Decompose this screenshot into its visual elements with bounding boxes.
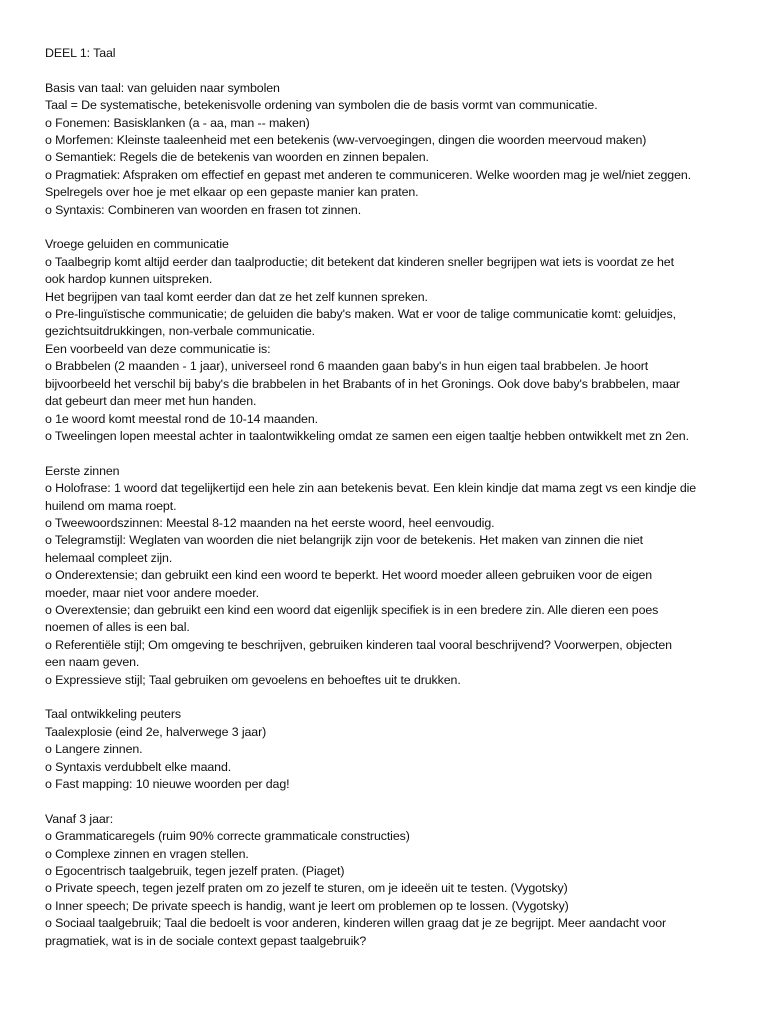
- list-item: o Grammaticaregels (ruim 90% correcte grammaticale constructies): [45, 829, 410, 844]
- list-item: o Private speech, tegen jezelf praten om zo jezelf te sturen, om je ideeën uit te testen. (Vygotsky): [45, 881, 568, 896]
- list-item: o Syntaxis: Combineren van woorden en frasen tot zinnen.: [45, 202, 362, 217]
- list-item: o Pre-linguïstische communicatie; de geluiden die baby's maken. Wat er voor de talige communicatie komt: geluidjes,: [45, 307, 676, 322]
- text-line: Het begrijpen van taal komt eerder dan dat ze het zelf kunnen spreken.: [45, 289, 428, 304]
- spacer: [45, 219, 735, 236]
- list-item: o Fonemen: Basisklanken (a - aa, man -- maken): [45, 115, 310, 130]
- list-item: o Inner speech; De private speech is handig, want je leert om problemen op te lossen. (Vygotsky): [45, 898, 569, 913]
- list-item: o Tweewoordszinnen: Meestal 8-12 maanden na het eerste woord, heel eenvoudig.: [45, 515, 495, 530]
- list-item: o Onderextensie; dan gebruikt een kind een woord te beperkt. Het woord moeder alleen gebruiken voor de eigen: [45, 568, 653, 583]
- text-line: pragmatiek, wat is in de sociale context gepast taalgebruik?: [45, 933, 367, 948]
- text-line: noemen of alles is een bal.: [45, 620, 190, 635]
- text-line: Taalexplosie (eind 2e, halverwege 3 jaar): [45, 724, 267, 739]
- text-line: dat gebeurt dan meer met hun handen.: [45, 394, 257, 409]
- section-taal-ontwikkeling-peuters: [45, 706, 735, 793]
- list-item: o Egocentrisch taalgebruik, tegen jezelf praten. (Piaget): [45, 864, 345, 879]
- section-heading: Eerste zinnen: [45, 463, 120, 478]
- text-line: Een voorbeeld van deze communicatie is:: [45, 341, 271, 356]
- list-item: o Pragmatiek: Afspraken om effectief en gepast met anderen te communiceren. Welke woorden mag je wel/niet zeggen.: [45, 167, 691, 182]
- text-line: huilend om mama roept.: [45, 498, 177, 513]
- list-item: o Brabbelen (2 maanden - 1 jaar), universeel rond 6 maanden gaan baby's in hun eigen taal brabbelen. Je hoort: [45, 359, 649, 374]
- section-heading: Basis van taal: van geluiden naar symbolen: [45, 80, 280, 95]
- list-item: o 1e woord komt meestal rond de 10-14 maanden.: [45, 411, 318, 426]
- section-heading: Vroege geluiden en communicatie: [45, 237, 229, 252]
- text-line: Taal = De systematische, betekenisvolle ordening van symbolen die de basis vormt van communicatie.: [45, 98, 598, 113]
- spacer: [45, 62, 735, 79]
- document-page: [45, 45, 735, 950]
- list-item: o Complexe zinnen en vragen stellen.: [45, 846, 249, 861]
- list-item: o Tweelingen lopen meestal achter in taalontwikkeling omdat ze samen een eigen taaltje hebben ontwikkelt met zn 2en.: [45, 428, 689, 443]
- spacer: [45, 689, 735, 706]
- list-item: o Semantiek: Regels die de betekenis van woorden en zinnen bepalen.: [45, 150, 429, 165]
- list-item: o Sociaal taalgebruik; Taal die bedoelt is voor anderen, kinderen willen graag dat je ze begrijpt. Meer aandacht voor: [45, 916, 667, 931]
- spacer: [45, 793, 735, 810]
- list-item: o Syntaxis verdubbelt elke maand.: [45, 759, 232, 774]
- text-line: bijvoorbeeld het verschil bij baby's die brabbelen in het Brabants of in het Gronings. Ook dove baby's brabbelen, maar: [45, 376, 680, 391]
- list-item: o Telegramstijl: Weglaten van woorden die niet belangrijk zijn voor de betekenis. Het maken van zinnen die niet: [45, 533, 644, 548]
- list-item: o Fast mapping: 10 nieuwe woorden per dag!: [45, 777, 290, 791]
- document-title: DEEL 1: Taal: [45, 46, 116, 60]
- section-heading: Taal ontwikkeling peuters: [45, 707, 181, 722]
- list-item: o Overextensie; dan gebruikt een kind een woord dat eigenlijk specifiek is in een bredere zin. Alle dieren een poes: [45, 602, 659, 617]
- section-vanaf-3-jaar: [45, 811, 735, 950]
- spacer: [45, 445, 735, 462]
- list-item: o Taalbegrip komt altijd eerder dan taalproductie; dit betekent dat kinderen sneller begrijpen wat iets is voordat ze het: [45, 254, 674, 269]
- text-line: een naam geven.: [45, 655, 140, 670]
- section-vroege-geluiden: [45, 236, 735, 445]
- text-line: moeder, maar niet voor andere moeder.: [45, 585, 259, 600]
- section-basis-van-taal: [45, 80, 735, 219]
- text-line: helemaal compleet zijn.: [45, 550, 173, 565]
- section-eerste-zinnen: [45, 463, 735, 689]
- list-item: o Expressieve stijl; Taal gebruiken om gevoelens en behoeftes uit te drukken.: [45, 672, 461, 687]
- list-item: o Holofrase: 1 woord dat tegelijkertijd een hele zin aan betekenis bevat. Een klein kindje dat mama zegt vs een kindje die: [45, 481, 697, 496]
- list-item: o Morfemen: Kleinste taaleenheid met een betekenis (ww-vervoegingen, dingen die woorden meervoud maken): [45, 133, 647, 148]
- list-item: o Langere zinnen.: [45, 742, 143, 757]
- text-line: ook hardop kunnen uitspreken.: [45, 272, 213, 287]
- text-line: gezichtsuitdrukkingen, non-verbale communicatie.: [45, 324, 316, 339]
- list-item: o Referentiële stijl; Om omgeving te beschrijven, gebruiken kinderen taal vooral beschrijvend? Voorwerpen, objecten: [45, 637, 672, 652]
- text-line: Spelregels over hoe je met elkaar op een gepaste manier kan praten.: [45, 185, 419, 200]
- section-heading: Vanaf 3 jaar:: [45, 811, 114, 826]
